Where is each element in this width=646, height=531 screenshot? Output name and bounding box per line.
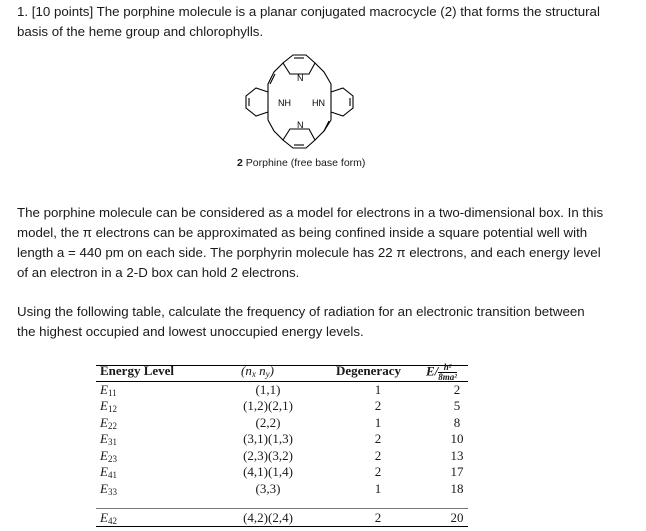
table-cell-energy: 17 xyxy=(450,464,464,479)
level-subscript: 42 xyxy=(107,516,117,526)
header-ny-sub: y xyxy=(265,369,270,379)
atom-label-n-bottom: N xyxy=(297,120,304,130)
table-bottom-rule xyxy=(96,526,468,527)
level-symbol: E xyxy=(100,431,108,446)
table-cell-degeneracy: 2 xyxy=(374,431,382,446)
level-symbol: E xyxy=(100,481,108,496)
level-subscript: 11 xyxy=(107,388,117,398)
table-cell-states: (1,2)(2,1) xyxy=(243,398,293,413)
atom-label-n-top: N xyxy=(297,73,304,83)
level-symbol: E xyxy=(100,448,108,463)
header-energy-numerator: h² xyxy=(438,363,457,373)
header-energy xyxy=(426,363,457,382)
atom-label-hn: HN xyxy=(312,98,325,108)
question-header-line-1: 1. [10 points] The porphine molecule is a planar conjugated macrocycle (2) that forms the structural xyxy=(17,4,600,19)
table-cell-states: (4,1)(1,4) xyxy=(243,464,293,479)
model-line-3: length a = 440 pm on each side. The porphyrin molecule has 22 π electrons, and each energy level xyxy=(17,245,601,260)
table-cell-level xyxy=(100,510,117,529)
header-energy-level: Energy Level xyxy=(100,363,175,378)
instruction-paragraph xyxy=(17,302,627,342)
porphine-structure-diagram xyxy=(238,50,368,155)
atom-label-nh: NH xyxy=(278,98,291,108)
table-cell-states: (3,3) xyxy=(255,481,281,496)
level-subscript: 33 xyxy=(107,487,117,497)
figure-caption-number: 2 xyxy=(237,157,243,169)
table-cell-states: (3,1)(1,3) xyxy=(243,431,293,446)
table-cell-energy: 18 xyxy=(450,481,464,496)
level-subscript: 31 xyxy=(107,437,117,447)
level-symbol: E xyxy=(100,398,108,413)
header-nx-ny xyxy=(241,363,274,379)
table-cell-energy: 13 xyxy=(450,448,464,463)
table-cell-energy: 8 xyxy=(453,415,461,430)
level-subscript: 23 xyxy=(107,454,117,464)
header-nxny-open: ( xyxy=(241,363,246,378)
header-energy-denominator: 8ma² xyxy=(438,372,457,382)
header-energy-e: E/ xyxy=(426,363,439,379)
model-line-4: of an electron in a 2-D box can hold 2 electrons. xyxy=(17,265,300,280)
model-line-2: model, the π electrons can be approximated as being confined inside a square potential well with xyxy=(17,225,588,240)
figure-caption xyxy=(237,157,365,169)
level-subscript: 22 xyxy=(107,421,117,431)
table-cell-states: (4,2)(2,4) xyxy=(243,510,293,525)
header-nxny-close: ) xyxy=(269,363,274,378)
table-cell-degeneracy: 2 xyxy=(374,510,382,525)
instruction-line-2: the highest occupied and lowest unoccupied energy levels. xyxy=(17,324,364,339)
table-cell-degeneracy: 2 xyxy=(374,448,382,463)
level-symbol: E xyxy=(100,382,108,397)
question-header xyxy=(17,2,617,42)
table-cell-degeneracy: 1 xyxy=(374,382,382,397)
table-cell-energy: 2 xyxy=(453,382,461,397)
table-cell-degeneracy: 2 xyxy=(374,398,382,413)
table-mid-rule xyxy=(96,508,468,509)
table-cell-degeneracy: 2 xyxy=(374,464,382,479)
model-paragraph xyxy=(17,203,627,283)
level-symbol: E xyxy=(100,510,108,525)
table-cell-states: (1,1) xyxy=(255,382,281,397)
table-cell-energy: 10 xyxy=(450,431,464,446)
table-cell-states: (2,2) xyxy=(255,415,281,430)
table-cell-states: (2,3)(3,2) xyxy=(243,448,293,463)
table-cell-degeneracy: 1 xyxy=(374,481,382,496)
level-symbol: E xyxy=(100,464,108,479)
table-cell-degeneracy: 1 xyxy=(374,415,382,430)
model-line-1: The porphine molecule can be considered as a model for electrons in a two-dimensional box. In this xyxy=(17,205,604,220)
level-symbol: E xyxy=(100,415,108,430)
table-cell-energy: 20 xyxy=(450,510,464,525)
figure-caption-text: Porphine (free base form) xyxy=(245,157,366,169)
level-subscript: 12 xyxy=(107,404,117,414)
header-nx: n xyxy=(245,363,252,378)
header-degeneracy: Degeneracy xyxy=(336,363,401,378)
table-header-rule xyxy=(96,381,468,382)
level-subscript: 41 xyxy=(107,470,117,480)
header-energy-fraction xyxy=(438,363,457,382)
header-ny: n xyxy=(259,363,266,378)
question-header-line-2: basis of the heme group and chlorophylls. xyxy=(17,24,264,39)
header-nx-sub: x xyxy=(251,369,256,379)
table-cell-level xyxy=(100,481,117,500)
energy-level-table xyxy=(96,363,468,528)
table-cell-energy: 5 xyxy=(453,398,461,413)
instruction-line-1: Using the following table, calculate the frequency of radiation for an electronic transition between xyxy=(17,304,585,319)
